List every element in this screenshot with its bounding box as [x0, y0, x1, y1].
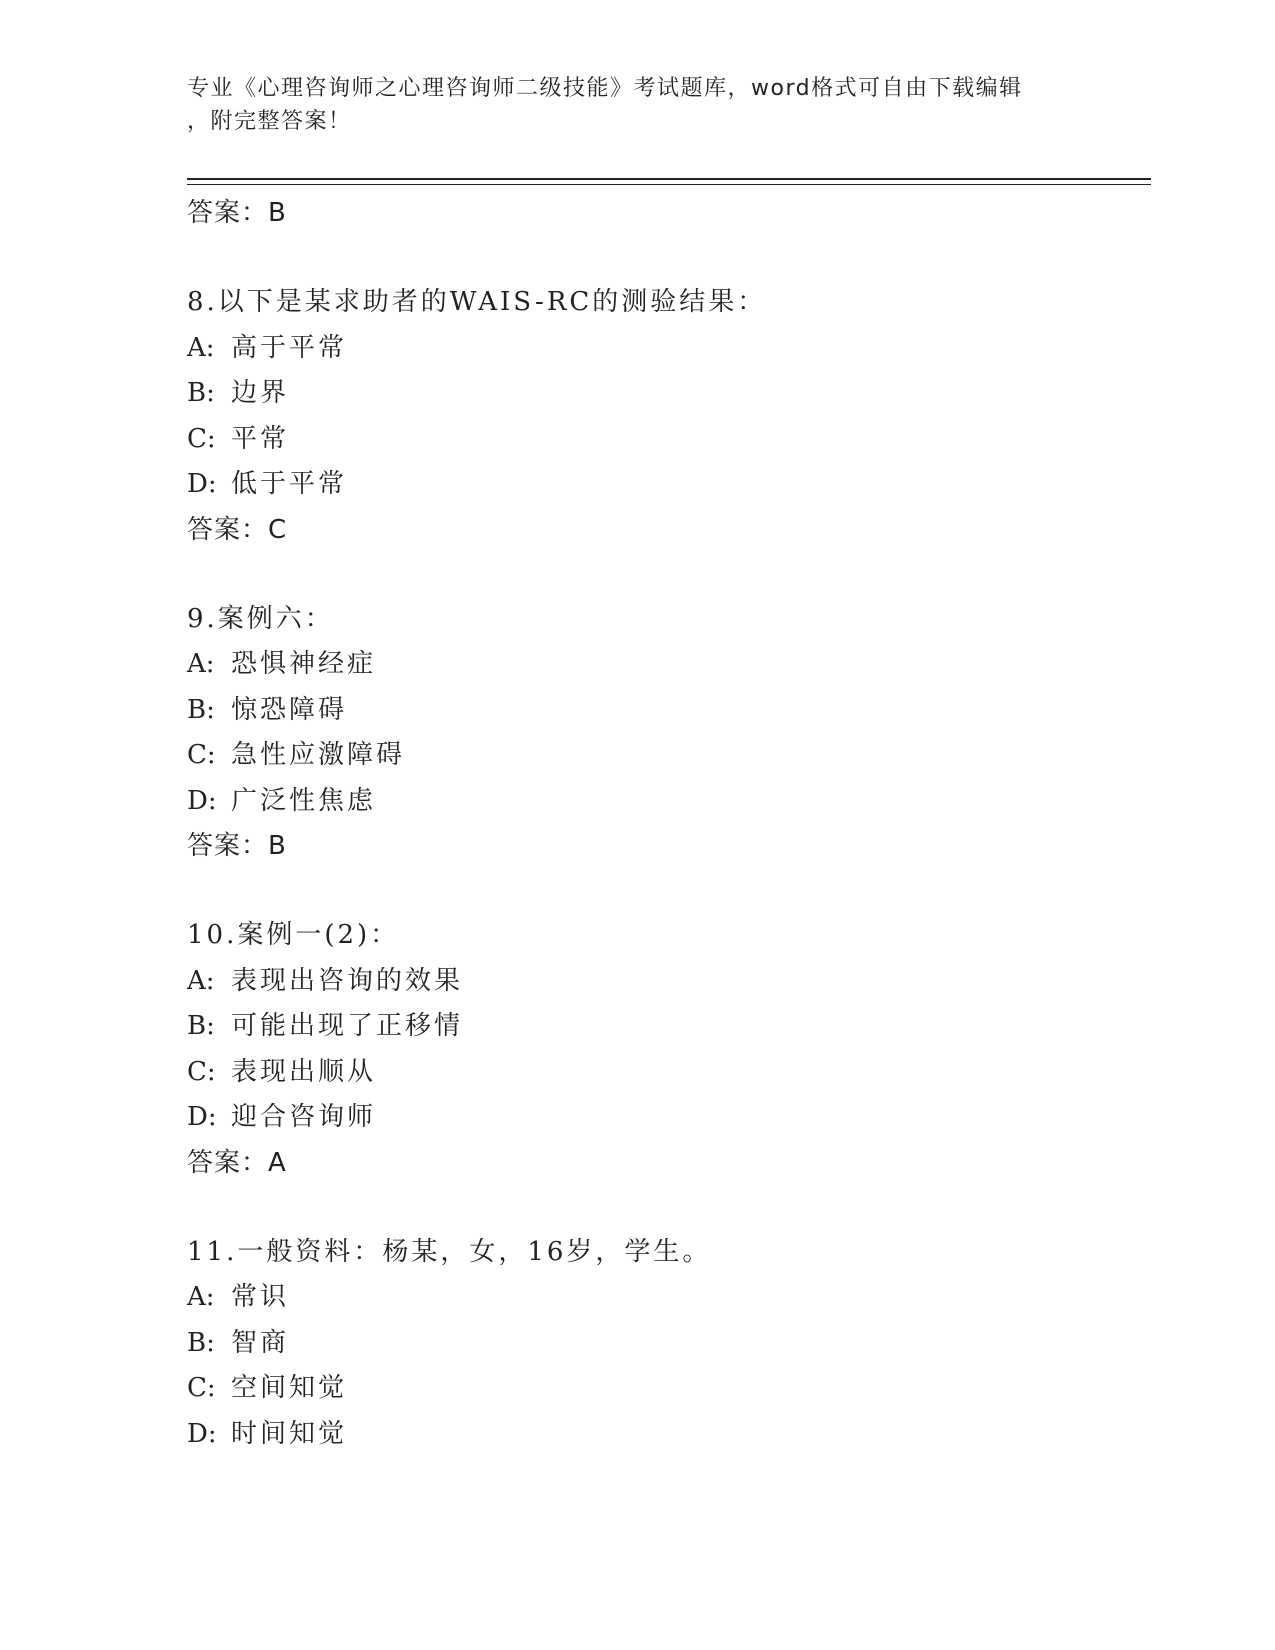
- option-b: [187, 688, 1151, 734]
- question-text: 10.案例一(2)：: [187, 920, 400, 950]
- option-c: [187, 1366, 1151, 1412]
- spacer: [187, 236, 1151, 280]
- document-header: [187, 72, 1067, 138]
- option-text: 表现出咨询的效果: [231, 965, 464, 996]
- option-c: [187, 733, 1151, 779]
- option-text: 高于平常: [231, 332, 348, 363]
- answer-value: A: [268, 1147, 287, 1178]
- answer-prefix: 答案：: [187, 1147, 269, 1178]
- option-label: D:: [187, 785, 217, 816]
- option-label: A:: [187, 965, 215, 996]
- question-text: 11.一般资料：杨某，女，16岁，学生。: [187, 1236, 712, 1267]
- option-a: [187, 642, 1151, 688]
- option-label: B:: [187, 694, 215, 725]
- question-text: 9.案例六：: [187, 603, 334, 634]
- answer-prefix: 答案：: [187, 831, 269, 861]
- option-b: [187, 371, 1151, 417]
- question-text: 8.以下是某求助者的WAIS-RC的测验结果：: [187, 287, 767, 317]
- answer-line: [187, 824, 1151, 869]
- question-block: [187, 1230, 1151, 1458]
- option-label: C:: [187, 1056, 216, 1087]
- option-a: [187, 1275, 1151, 1321]
- option-text: 时间知觉: [231, 1418, 348, 1449]
- option-label: A:: [187, 649, 215, 679]
- answer-value: B: [268, 198, 287, 228]
- option-d: [187, 1095, 1151, 1141]
- answer-value: C: [268, 514, 288, 545]
- option-label: B:: [187, 1011, 215, 1041]
- option-b: [187, 1004, 1151, 1050]
- option-label: C:: [187, 1373, 216, 1403]
- option-d: [187, 1412, 1151, 1458]
- option-label: B:: [187, 1327, 215, 1358]
- option-text: 表现出顺从: [231, 1056, 377, 1087]
- option-a: [187, 326, 1151, 372]
- header-rule-thin: [187, 184, 1151, 185]
- option-text: 迎合咨询师: [231, 1102, 377, 1132]
- option-label: D:: [187, 1102, 217, 1132]
- answer-line: [187, 191, 1151, 236]
- question-block: [187, 280, 1151, 553]
- option-label: D:: [187, 469, 217, 499]
- option-text: 平常: [231, 423, 290, 454]
- header-line-2: ，附完整答案！: [187, 109, 352, 134]
- spacer: [187, 553, 1151, 597]
- answer-line: [187, 508, 1151, 553]
- option-text: 边界: [231, 378, 290, 408]
- header-rule-thick: [187, 178, 1151, 180]
- option-c: [187, 417, 1151, 463]
- option-text: 常识: [231, 1282, 290, 1312]
- option-text: 低于平常: [231, 469, 348, 499]
- spacer: [187, 1186, 1151, 1230]
- option-text: 广泛性焦虑: [231, 785, 377, 816]
- answer-value: B: [268, 831, 287, 861]
- option-d: [187, 779, 1151, 825]
- option-text: 急性应激障碍: [231, 740, 406, 770]
- answer-prefix: 答案：: [187, 198, 269, 228]
- question-block: [187, 597, 1151, 870]
- option-label: C:: [187, 423, 216, 454]
- question-block: [187, 913, 1151, 1186]
- option-text: 惊恐障碍: [231, 694, 348, 725]
- option-d: [187, 462, 1151, 508]
- option-text: 恐惧神经症: [231, 649, 377, 679]
- option-b: [187, 1321, 1151, 1367]
- option-label: D:: [187, 1418, 217, 1449]
- option-c: [187, 1050, 1151, 1096]
- option-a: [187, 959, 1151, 1005]
- option-text: 智商: [231, 1327, 290, 1358]
- option-text: 可能出现了正移情: [231, 1011, 464, 1041]
- option-label: A:: [187, 332, 215, 363]
- spacer: [187, 869, 1151, 913]
- option-text: 空间知觉: [231, 1373, 348, 1403]
- question-list: [187, 191, 1151, 1457]
- option-label: B:: [187, 378, 215, 408]
- header-line-1: 专业《心理咨询师之心理咨询师二级技能》考试题库，word格式可自由下载编辑: [187, 76, 1023, 101]
- option-label: A:: [187, 1282, 215, 1312]
- option-label: C:: [187, 740, 216, 770]
- answer-prefix: 答案：: [187, 514, 269, 545]
- answer-line: [187, 1141, 1151, 1186]
